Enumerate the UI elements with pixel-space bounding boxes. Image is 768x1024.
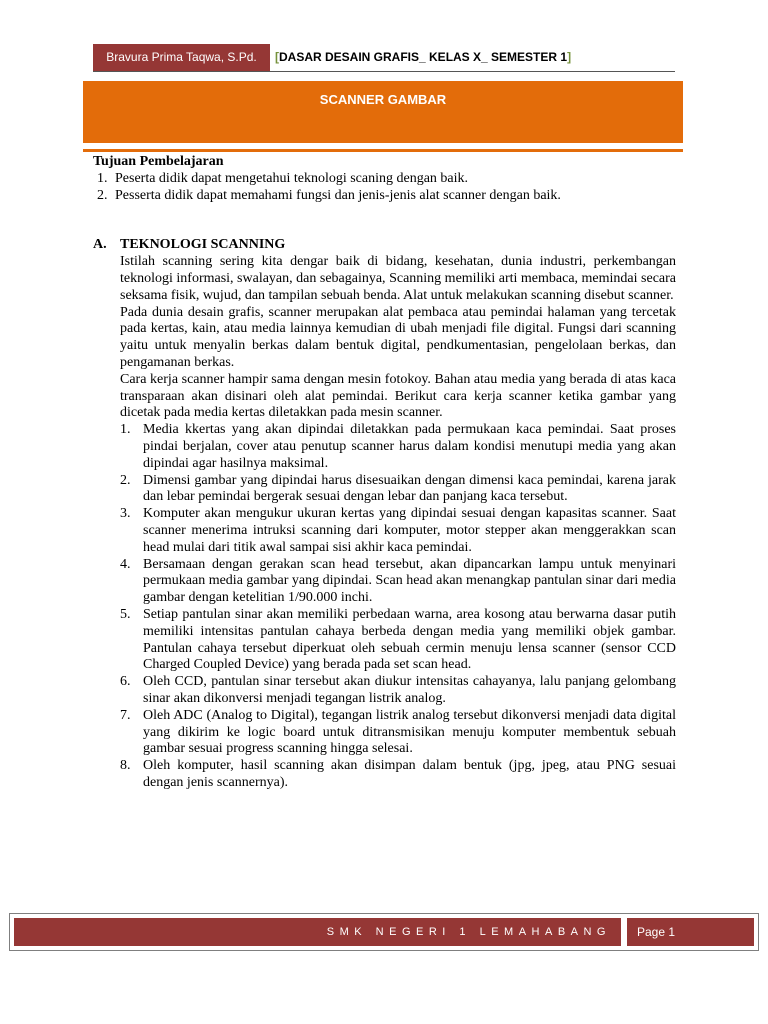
section-paragraph: Cara kerja scanner hampir sama dengan mesin fotokoy. Bahan atau media yang berada di atas kaca transparaan akan disinari oleh alat pemindai. Berikut cara kerja scanner ketika gambar yang dicetak pada media kertas diletakkan pada mesin scanner.	[120, 371, 676, 421]
step-item	[120, 758, 676, 792]
step-text: Bersamaan dengan gerakan scan head tersebut, akan dipancarkan lampu untuk menyinari permukaan media gambar yang dipindai. Scan head akan menangkap pantulan sinar dari media gambar dengan ketelitian 1/90.000 inchi.	[143, 556, 676, 606]
page-title-banner	[83, 81, 683, 143]
step-item	[120, 422, 676, 472]
step-item	[120, 557, 676, 607]
section-title: TEKNOLOGI SCANNING	[120, 237, 286, 253]
section-body	[93, 254, 676, 792]
step-text: Oleh CCD, pantulan sinar tersebut akan diukur intensitas cahayanya, lalu panjang gelombang sinar akan dikonversi menjadi tegangan listrik analog.	[143, 674, 676, 706]
step-number: 8.	[120, 758, 131, 774]
section-heading	[93, 237, 676, 254]
page-title: SCANNER GAMBAR	[319, 92, 447, 107]
section-letter: A.	[93, 237, 107, 253]
section-paragraph: Istilah scanning sering kita dengar baik di bidang, kesehatan, dunia industri, perkembangan teknologi informasi, swalayan, dan sebagainya, Scanning memiliki arti membaca, memindai secara seksama fisik, wujud, dan tampilan sebuah benda. Alat untuk melakukan scanning disebut scanner.	[120, 254, 676, 303]
step-number: 4.	[120, 556, 131, 572]
step-item	[120, 708, 676, 758]
header-divider	[93, 71, 675, 72]
course-bracket-open: [	[275, 50, 279, 64]
step-item	[120, 473, 676, 507]
step-number: 7.	[120, 707, 131, 723]
course-title	[275, 44, 571, 71]
goal-item	[93, 171, 676, 188]
step-number: 2.	[120, 472, 131, 488]
course-bracket-close: ]	[567, 50, 572, 64]
goal-number: 1.	[97, 170, 108, 186]
author-name: Bravura Prima Taqwa, S.Pd.	[93, 44, 270, 71]
step-item	[120, 607, 676, 674]
goal-number: 2.	[97, 187, 108, 203]
step-text: Setiap pantulan sinar akan memiliki perbedaan warna, area kosong atau berwarna dasar putih memiliki intensitas pantulan cahaya berbeda dengan media yang memiliki objek gambar. Pantulan cahaya tersebut diperkuat oleh sebuah cermin menuju lensa scanner (sensor CCD Charged Coupled Device) yang berada pada set scan head.	[143, 606, 676, 673]
step-text: Media kkertas yang akan dipindai diletakkan pada permukaan kaca pemindai. Saat proses pindai berjalan, cover atau penutup scanner harus dalam kondisi menutupi media yang akan dipindai agar hasilnya maksimal.	[143, 422, 676, 471]
document-body	[93, 154, 676, 792]
goal-item	[93, 188, 676, 205]
page-number: Page 1	[627, 918, 754, 946]
step-number: 3.	[120, 506, 131, 522]
scanner-steps-list	[120, 422, 676, 792]
step-number: 5.	[120, 606, 131, 622]
step-number: 1.	[120, 422, 131, 438]
title-divider	[83, 149, 683, 152]
step-text: Dimensi gambar yang dipindai harus disesuaikan dengan dimensi kaca pemindai, karena jarak dan lebar pemindai bergerak sesuai dengan lebar dan panjang kaca tersebut.	[143, 472, 676, 505]
step-item	[120, 506, 676, 556]
step-item	[120, 674, 676, 708]
page-footer	[9, 913, 759, 951]
school-name: SMK NEGERI 1 LEMAHABANG	[14, 918, 621, 946]
goals-list	[93, 171, 676, 205]
goals-heading: Tujuan Pembelajaran	[93, 154, 224, 169]
step-text: Oleh komputer, hasil scanning akan disimpan dalam bentuk (jpg, jpeg, atau PNG sesuai dengan jenis scannernya).	[143, 758, 676, 790]
page-header	[93, 44, 675, 72]
step-text: Oleh ADC (Analog to Digital), tegangan listrik analog tersebut dikonversi menjadi data digital yang dikirim ke logic board untuk ditransmisikan menuju komputer membentuk sebuah gambar sesuai progress scanning hingga selesai.	[143, 707, 676, 757]
goal-text: Pesserta didik dapat memahami fungsi dan jenis-jenis alat scanner dengan baik.	[115, 187, 561, 203]
course-label: DASAR DESAIN GRAFIS_ KELAS X_ SEMESTER 1	[279, 50, 568, 64]
goal-text: Peserta didik dapat mengetahui teknologi scaning dengan baik.	[115, 170, 469, 186]
section-paragraph: Pada dunia desain grafis, scanner merupakan alat pembaca atau pemindai halaman yang tercetak pada kertas, kain, atau media lainnya kemudian di ubah menjadi file digital. Fungsi dari scanning yaitu untuk menyalin berkas dalam bentuk digital, pendkumentasian, pengelolaan berkas, dan pengamanan berkas.	[120, 304, 676, 370]
step-text: Komputer akan mengukur ukuran kertas yang dipindai sesuai dengan kapasitas scanner. Saat scanner menerima intruksi scanning dari komputer, motor stepper akan menggerakkan scan head mulai dari titik awal sampai sisi akhir kaca pemindai.	[143, 506, 676, 555]
step-number: 6.	[120, 674, 131, 690]
